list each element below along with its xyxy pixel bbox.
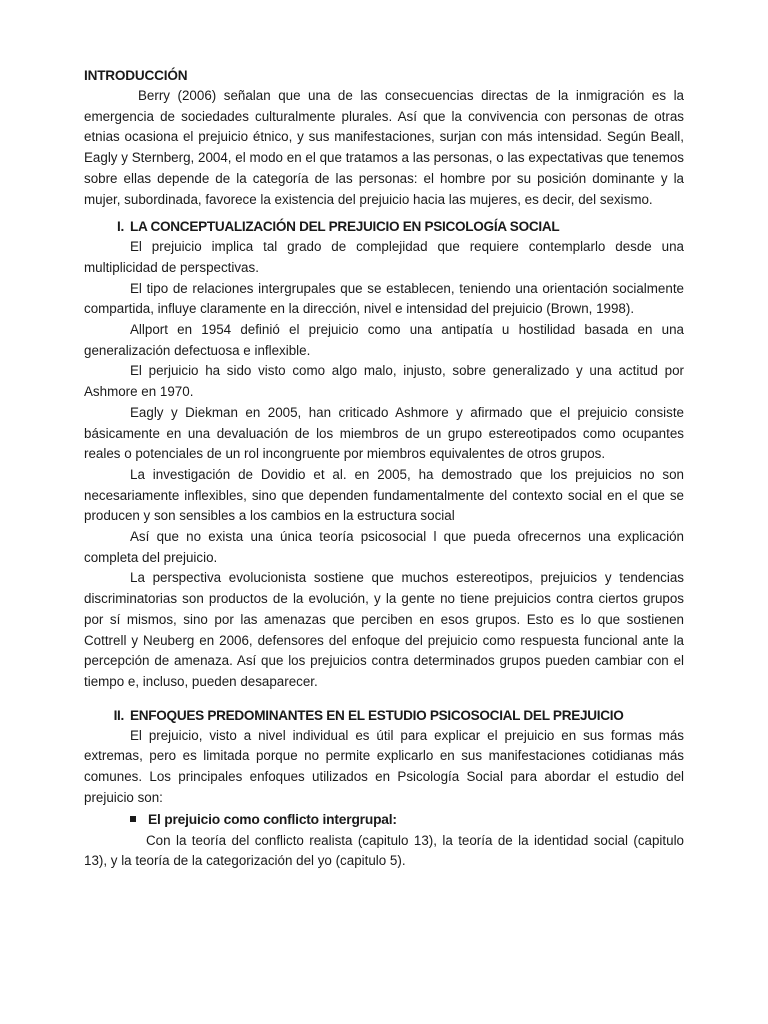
section-1-paragraph: Eagly y Diekman en 2005, han criticado Ashmore y afirmado que el prejuicio consiste básicamente en una devaluación de los miembros de un grupo estereotipados como ocupantes reales o potenciales de un rol incongruente por miembros equivalentes de otros grupos. bbox=[84, 404, 684, 462]
section-2-number: II. bbox=[113, 707, 124, 723]
intro-paragraph: Berry (2006) señalan que una de las consecuencias directas de la inmigración es la emergencia de sociedades culturalmente plurales. Así que la convivencia con personas de otras etnias ocasiona el prejuicio étnico, y sus manifestaciones, surjan con más intensidad. Según Beall, Eagly y Sternberg, 2004, el modo en el que tratamos a las personas, o las expectativas que tenemos sobre ellas depende de la categoría de las personas: el hombre por su posición dominante y la mujer, subordinada, favorece la existencia del prejuicio hacia las mujeres, es decir, del sexismo. bbox=[84, 88, 684, 207]
bullet-title: El prejuicio como conflicto intergrupal: bbox=[148, 811, 397, 827]
square-bullet-icon bbox=[130, 816, 136, 822]
section-1-paragraph: La investigación de Dovidio et al. en 2005, ha demostrado que los prejuicios no son necesariamente inflexibles, sino que dependen fundamentalmente del contexto social en el que se producen y son sensibles a los cambios en la estructura social bbox=[84, 466, 684, 524]
document-title: INTRODUCCIÓN bbox=[84, 68, 188, 83]
section-1-heading bbox=[84, 217, 684, 237]
section-1-paragraph: Así que no exista una única teoría psicosocial l que pueda ofrecernos una explicación completa del prejuicio. bbox=[84, 529, 684, 565]
section-1-paragraph: El perjuicio ha sido visto como algo malo, injusto, sobre generalizado y una actitud por Ashmore en 1970. bbox=[84, 363, 684, 400]
section-1-number: I. bbox=[117, 219, 124, 235]
section-1-paragraph: La perspectiva evolucionista sostiene que muchos estereotipos, prejuicios y tendencias discriminatorias son productos de la evolución, y la gente no tiene prejuicios contra ciertos grupos por sí mismos, sino por las amenazas que perciben en esos grupos. Esto es lo que sostienen Cottrell y Neuberg en 2006, defensores del enfoque del prejuicio como respuesta funcional ante la percepción de amenaza. Así que los prejuicios contra determinados grupos pueden cambiar con el tiempo e, incluso, pueden desaparecer. bbox=[84, 570, 684, 689]
bullet-paragraph: Con la teoría del conflicto realista (capitulo 13), la teoría de la identidad social (capitulo 13), y la teoría de la categorización del yo (capitulo 5). bbox=[84, 832, 684, 869]
section-1-title: LA CONCEPTUALIZACIÓN DEL PREJUICIO EN PSICOLOGÍA SOCIAL bbox=[130, 219, 560, 235]
section-2-title: ENFOQUES PREDOMINANTES EN EL ESTUDIO PSICOSOCIAL DEL PREJUICIO bbox=[130, 707, 624, 723]
section-1-paragraph: El tipo de relaciones intergrupales que se establecen, teniendo una orientación socialmente compartida, influye claramente en la dirección, nivel e intensidad del prejuicio (Brown, 1998). bbox=[84, 280, 684, 317]
section-2-paragraph: El prejuicio, visto a nivel individual es útil para explicar el prejuicio en sus formas más extremas, pero es limitada porque no permite explicarlo en sus manifestaciones cotidianas más comunes. Los principales enfoques utilizados en Psicología Social para abordar el estudio del prejuicio son: bbox=[84, 727, 684, 805]
bullet-heading bbox=[84, 809, 684, 831]
section-1-paragraph: Allport en 1954 definió el prejuicio como una antipatía u hostilidad basada en una generalización defectuosa e inflexible. bbox=[84, 322, 684, 358]
document-page bbox=[84, 66, 684, 872]
section-2-heading bbox=[84, 706, 684, 726]
section-1-paragraph: El prejuicio implica tal grado de complejidad que requiere contemplarlo desde una multiplicidad de perspectivas. bbox=[84, 239, 684, 275]
